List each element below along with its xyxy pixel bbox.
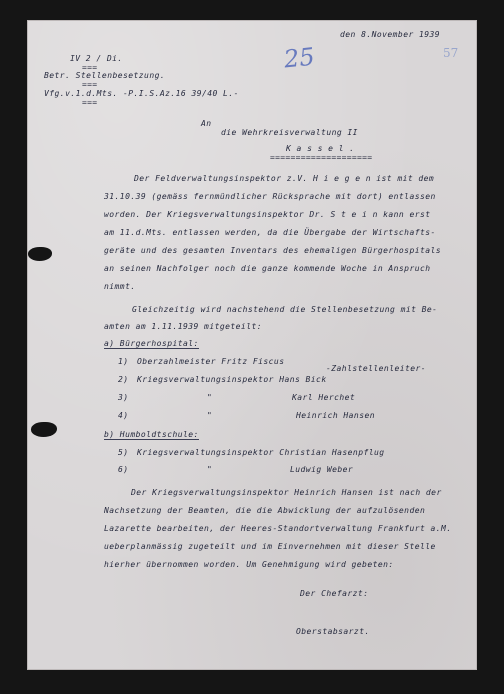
closing-line: Nachsetzung der Beamten, die die Abwicklung der aufzulösenden [104, 506, 426, 515]
document-page [27, 20, 477, 670]
corner-pencil-mark: 57 [443, 46, 459, 60]
section-b-heading: b) Humboldtschule: [104, 430, 199, 439]
list-item-name: Heinrich Hansen [296, 411, 375, 420]
body-line: an seinen Nachfolger noch die ganze kommende Woche in Anspruch [104, 264, 431, 273]
subject-line: Betr. Stellenbesetzung. [44, 71, 166, 80]
ditto-mark: " [207, 393, 213, 402]
list-item-number: 1) [118, 357, 129, 366]
list-item-number: 6) [118, 465, 129, 474]
list-item-number: 3) [118, 393, 129, 402]
body-line: worden. Der Kriegsverwaltungsinspektor Dr. S t e i n kann erst [104, 210, 431, 219]
reference-line: Vfg.v.1.d.Mts. -P.I.S.Az.16 39/40 L.- [44, 89, 239, 98]
list-item-name: Karl Herchet [292, 393, 356, 402]
reference-underline: === [82, 98, 98, 107]
ditto-mark: " [207, 411, 213, 420]
salutation-an: An [201, 119, 212, 128]
section-a-heading: a) Bürgerhospital: [104, 339, 199, 348]
second-paragraph-line: Gleichzeitig wird nachstehend die Stellenbesetzung mit Be- [132, 305, 438, 314]
recipient-city: K a s s e l . [286, 144, 355, 153]
signature-rank: Oberstabsarzt. [296, 627, 370, 636]
closing-line: Der Kriegsverwaltungsinspektor Heinrich Hansen ist nach der [131, 488, 442, 497]
signature-title: Der Chefarzt: [300, 589, 369, 598]
body-line: 31.10.39 (gemäss fernmündlicher Rücksprache mit dort) entlassen [104, 192, 436, 201]
list-item-number: 2) [118, 375, 129, 384]
list-item-text: Oberzahlmeister Fritz Fiscus [137, 357, 285, 366]
recipient-underline: ==================== [270, 153, 373, 162]
closing-line: Lazarette bearbeiten, der Heeres-Standortverwaltung Frankfurt a.M. [104, 524, 452, 533]
closing-line: ueberplanmässig zugeteilt und im Einvernehmen mit dieser Stelle [104, 542, 436, 551]
reference-code-underline: === [82, 63, 98, 72]
reference-code: IV 2 / Di. [70, 54, 123, 63]
second-paragraph-line: amten am 1.11.1939 mitgeteilt: [104, 322, 262, 331]
closing-line: hierher übernommen worden. Um Genehmigung wird gebeten: [104, 560, 394, 569]
list-item-text: Kriegsverwaltungsinspektor Christian Hasenpflug [137, 448, 385, 457]
letter-date: den 8.November 1939 [340, 30, 441, 39]
list-item-text: Kriegsverwaltungsinspektor Hans Bick [137, 375, 327, 384]
subject-underline: === [82, 80, 98, 89]
ditto-mark: " [207, 465, 213, 474]
body-line: nimmt. [104, 282, 136, 291]
recipient-name: die Wehrkreisverwaltung II [221, 128, 358, 137]
body-line: geräte und des gesamten Inventars des ehemaligen Bürgerhospitals [104, 246, 442, 255]
list-item-number: 4) [118, 411, 129, 420]
list-item-role: -Zahlstellenleiter- [326, 364, 427, 373]
body-line: Der Feldverwaltungsinspektor z.V. H i e g e n ist mit dem [134, 174, 435, 183]
list-item-number: 5) [118, 448, 129, 457]
handwritten-number: 25 [282, 42, 316, 74]
list-item-name: Ludwig Weber [290, 465, 354, 474]
body-line: am 11.d.Mts. entlassen werden, da die Übergabe der Wirtschafts- [104, 228, 436, 237]
